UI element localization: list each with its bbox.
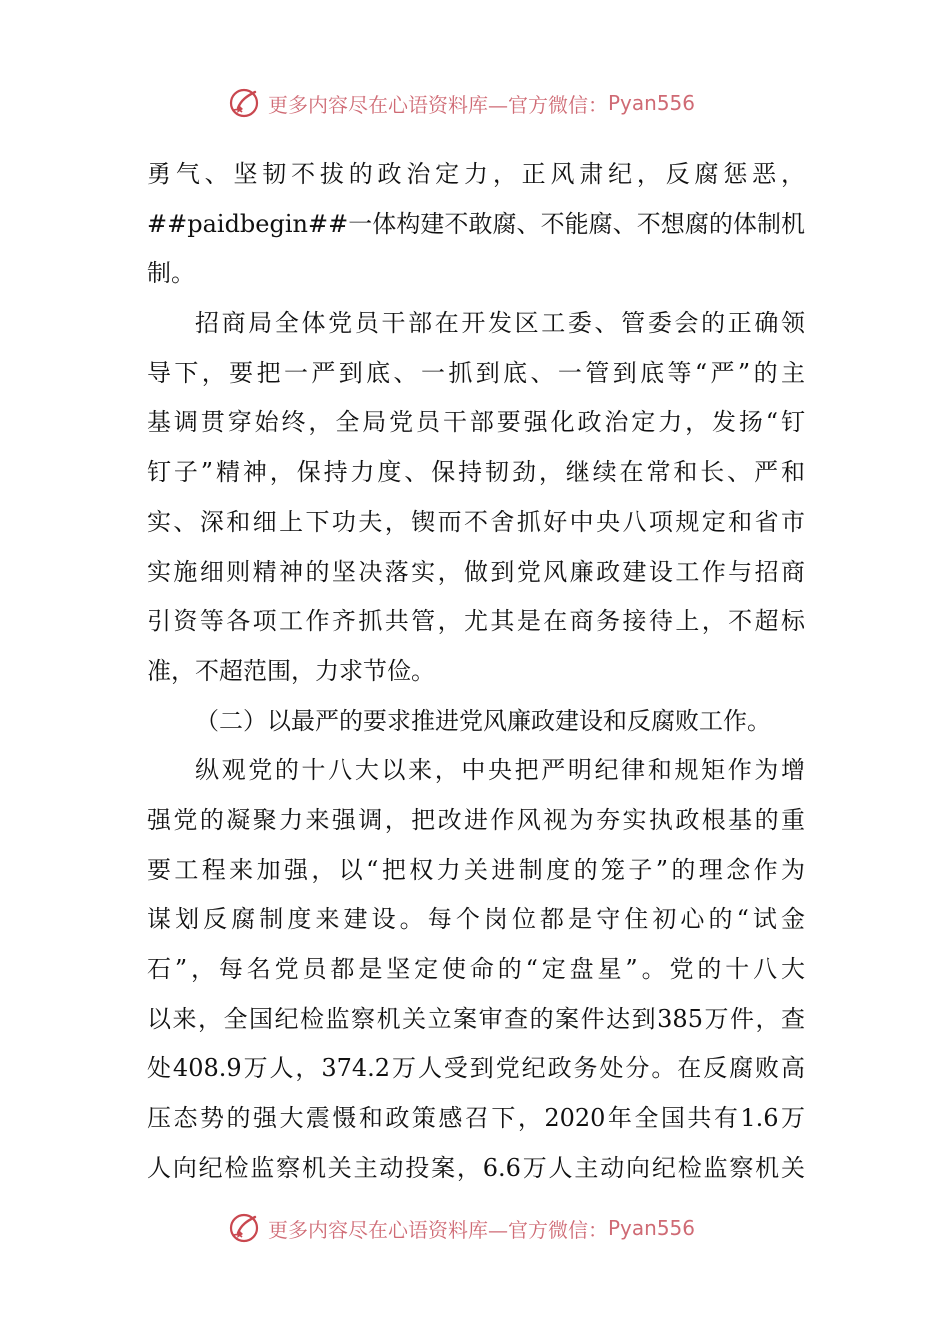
watermark-text: 更多内容尽在心语资料库—官方微信： <box>268 92 608 117</box>
text-line: 以来，全国纪检监察机关立案审查的案件达到385万件，查 <box>147 1004 805 1033</box>
text-line: 导下，要把一严到底、一抓到底、一管到底等“严”的主 <box>147 358 805 387</box>
watermark-wechat-id: Pyan556 <box>608 91 696 115</box>
text-line: 准，不超范围，力求节俭。 <box>147 656 435 685</box>
text-line: 人向纪检监察机关主动投案，6.6万人主动向纪检监察机关 <box>147 1153 805 1182</box>
text-line: ##paidbegin##一体构建不敢腐、不能腐、不想腐的体制机 <box>147 209 805 238</box>
text-line: 实施细则精神的坚决落实，做到党风廉政建设工作与招商 <box>147 557 805 586</box>
watermark-text: 更多内容尽在心语资料库—官方微信： <box>268 1217 608 1242</box>
text-line: 制。 <box>147 259 195 288</box>
text-line: 招商局全体党员干部在开发区工委、管委会的正确领 <box>195 309 805 338</box>
text-line: 基调贯穿始终，全局党员干部要强化政治定力，发扬“钉 <box>147 408 805 437</box>
pen-logo-icon <box>228 86 262 120</box>
pen-logo-icon <box>228 1211 262 1245</box>
text-line: 要工程来加强，以“把权力关进制度的笼子”的理念作为 <box>147 855 805 884</box>
text-line: 引资等各项工作齐抓共管，尤其是在商务接待上，不超标 <box>147 607 805 636</box>
footer-watermark <box>228 1211 748 1245</box>
text-line: 勇气、坚韧不拔的政治定力，正风肃纪，反腐惩恶， <box>147 160 805 188</box>
header-watermark <box>228 86 748 120</box>
text-line: 实、深和细上下功夫，锲而不舍抓好中央八项规定和省市 <box>147 507 805 536</box>
watermark-wechat-id: Pyan556 <box>608 1216 696 1240</box>
text-line: 谋划反腐制度来建设。每个岗位都是守住初心的“试金 <box>147 905 805 934</box>
document-body <box>147 150 805 1193</box>
text-line: 压态势的强大震慑和政策感召下，2020年全国共有1.6万 <box>147 1104 805 1133</box>
section-heading: （二）以最严的要求推进党风廉政建设和反腐败工作。 <box>195 706 771 735</box>
text-line: 强党的凝聚力来强调，把改进作风视为夯实执政根基的重 <box>147 805 805 834</box>
text-line: 处408.9万人，374.2万人受到党纪政务处分。在反腐败高 <box>147 1054 805 1083</box>
text-line: 石”，每名党员都是坚定使命的“定盘星”。党的十八大 <box>147 955 805 983</box>
text-line: 纵观党的十八大以来，中央把严明纪律和规矩作为增 <box>195 756 805 785</box>
text-line: 钉子”精神，保持力度、保持韧劲，继续在常和长、严和 <box>147 458 805 487</box>
